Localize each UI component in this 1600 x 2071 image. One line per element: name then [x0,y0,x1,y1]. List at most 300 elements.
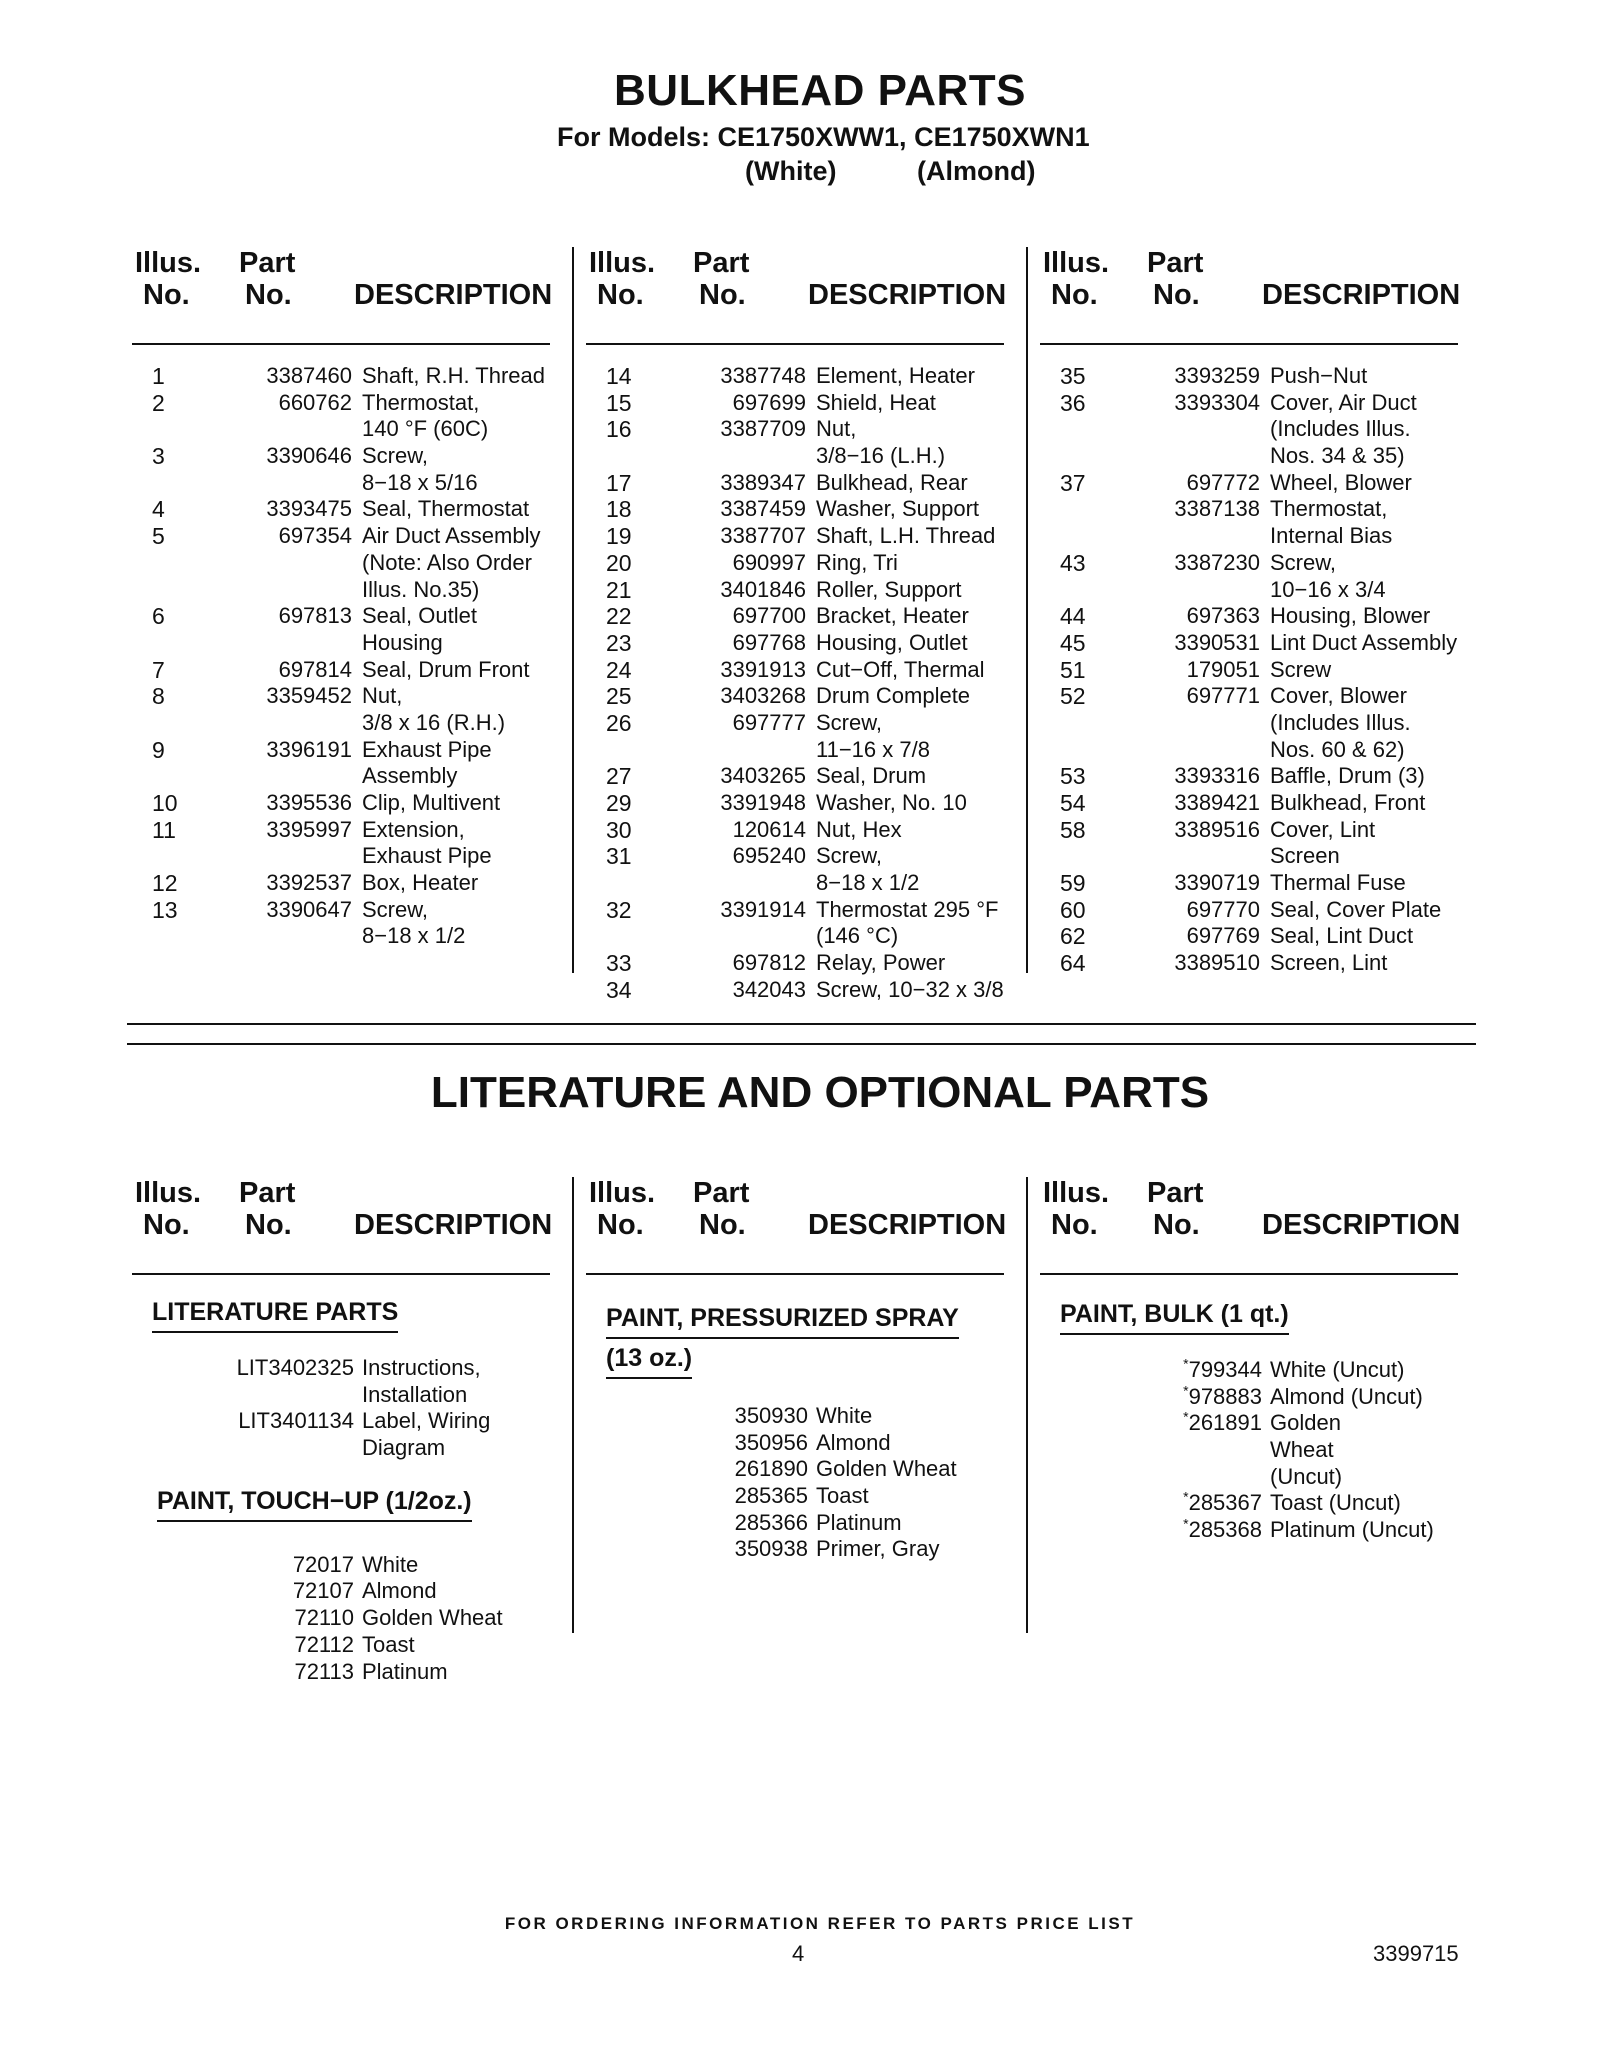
column-divider [572,1177,574,1633]
part-row [132,363,550,390]
part-description: Housing, Outlet [816,629,968,655]
part-description: Screw, [816,709,883,735]
illus-number: 8 [152,683,165,710]
part-description: Bracket, Heater [816,603,969,629]
part-row [132,843,550,870]
illus-header: Illus. [135,247,202,279]
illus-number: 27 [606,763,632,790]
part-description: Golden [1270,1410,1341,1436]
illus-number: 60 [1060,896,1086,923]
part-description: 140 °F (60C) [362,416,489,442]
part-number [1100,1517,1262,1543]
part-number: 342043 [732,976,806,1002]
part-row [1040,657,1458,684]
part-header: No. [245,279,292,311]
literature-column-3 [1040,1177,1461,1544]
part-number: 3387709 [720,416,806,442]
illus-number: 58 [1060,816,1086,843]
part-description: Seal, Drum Front [362,656,530,682]
illus-number: 64 [1060,950,1086,977]
part-row [586,1403,1004,1430]
part-number: 72113 [294,1658,354,1684]
part-number: 695240 [732,843,806,869]
column-header [1040,1177,1461,1275]
part-description: Exhaust Pipe [362,843,492,869]
part-description: Air Duct Assembly [362,523,541,549]
illus-number: 62 [1060,923,1086,950]
illus-header: Illus. [1043,1177,1110,1209]
part-row [586,1510,1004,1537]
part-description: Cover, Lint [1270,816,1376,842]
page-number: 4 [792,1941,805,1966]
illus-number: 34 [606,976,632,1003]
illus-number: 25 [606,683,632,710]
part-number: 3359452 [266,683,352,709]
illus-number: 26 [606,709,632,736]
illus-number: 5 [152,523,165,550]
column-header [586,1177,1007,1275]
section-paint-spray-size: (13 oz.) [606,1341,692,1379]
illus-number: 13 [152,896,178,923]
part-row [1040,1490,1458,1517]
part-number: 72112 [294,1631,354,1657]
illus-header: No. [597,1209,644,1241]
part-description: (Note: Also Order [362,549,532,575]
part-description: Seal, Outlet [362,603,477,629]
part-number: LIT3402325 [236,1355,354,1380]
part-row [1040,550,1458,577]
illus-number: 45 [1060,629,1086,656]
part-number-text: 261891 [1188,1410,1262,1436]
part-header: No. [245,1209,292,1241]
part-row [586,603,1004,630]
part-description: (Includes Illus. [1270,416,1411,442]
part-number: 3387459 [720,496,806,522]
parts-list [1040,1357,1458,1544]
part-number: 3387230 [1174,549,1260,575]
part-row [586,977,1004,1004]
asterisk-mark: * [1183,1382,1189,1399]
part-number: 285365 [734,1483,808,1509]
part-row [132,630,550,657]
part-header: Part [693,1177,750,1209]
part-number: 350930 [734,1403,808,1428]
part-description: Lint Duct Assembly [1270,629,1458,655]
illus-number: 4 [152,496,165,523]
parts-list [586,1403,1004,1563]
part-number: 261890 [734,1456,808,1482]
part-description: Shield, Heat [816,389,936,415]
parts-list [132,363,550,950]
literature-column-1 [132,1177,553,1685]
description-header: DESCRIPTION [808,1209,1007,1241]
part-row [1040,737,1458,764]
part-row [1040,870,1458,897]
part-number: 697699 [732,389,806,415]
part-description: Nut, [816,416,857,442]
part-row [1040,790,1458,817]
part-description: Seal, Drum [816,763,927,789]
part-number-text: 285368 [1188,1517,1262,1543]
part-row [1040,897,1458,924]
part-number: 72017 [292,1551,354,1577]
section-paint-bulk: PAINT, BULK (1 qt.) [1060,1297,1289,1335]
part-description: Housing, Blower [1270,603,1431,629]
part-number-text: 978883 [1188,1383,1262,1409]
section-paint-touch-up: PAINT, TOUCH−UP (1/2oz.) [157,1484,472,1522]
part-row [586,790,1004,817]
part-header: Part [239,247,296,279]
part-number: 3390647 [266,896,352,922]
part-row [586,443,1004,470]
part-row [1040,363,1458,390]
description-header: DESCRIPTION [1262,1209,1461,1241]
part-number: LIT3401134 [238,1408,354,1434]
illus-number: 31 [606,843,632,870]
illus-number: 17 [606,469,632,496]
part-number: 697768 [732,629,806,655]
part-row [132,1605,550,1632]
literature-sections [132,1295,550,1685]
part-number: 3393304 [1174,389,1260,415]
part-number: 660762 [278,389,352,415]
description-header: DESCRIPTION [1262,279,1461,311]
part-description: Platinum (Uncut) [1270,1517,1434,1543]
part-row [586,496,1004,523]
part-description: Nut, Hex [816,816,902,842]
illus-number: 19 [606,523,632,550]
part-row [132,870,550,897]
part-row [586,1430,1004,1457]
part-number-text: 285367 [1188,1490,1262,1516]
part-number: 697812 [732,950,806,976]
description-header: DESCRIPTION [808,279,1007,311]
models-line: For Models: CE1750XWW1, CE1750XWN1 [557,122,1090,152]
part-description: Screen [1270,843,1340,869]
part-description: 8−18 x 1/2 [362,923,466,949]
illus-number: 10 [152,790,178,816]
part-row [1040,1410,1458,1437]
part-description: Seal, Thermostat [362,496,530,522]
illus-number: 59 [1060,870,1086,897]
part-number: 3393316 [1174,763,1260,789]
illus-number: 51 [1060,656,1086,683]
part-number: 697813 [278,603,352,629]
illus-number: 9 [152,736,165,763]
part-row [1040,843,1458,870]
part-number: 3401846 [720,576,806,602]
illus-number: 36 [1060,389,1086,416]
part-row [586,577,1004,604]
part-row [1040,710,1458,737]
asterisk-mark: * [1183,1515,1189,1532]
part-description: 8−18 x 5/16 [362,469,478,495]
part-header: No. [1153,1209,1200,1241]
part-row [132,470,550,497]
part-description: Bulkhead, Rear [816,469,968,495]
part-description: Baffle, Drum (3) [1270,763,1425,789]
part-description: Primer, Gray [816,1536,940,1562]
part-description: Shaft, R.H. Thread [362,363,546,388]
part-number: 3393259 [1174,363,1260,388]
part-number: 3387138 [1174,496,1260,522]
illus-header: No. [1051,1209,1098,1241]
part-number: 3395997 [266,816,352,842]
part-number: 697771 [1186,683,1260,709]
part-description: Clip, Multivent [362,790,501,815]
part-row [586,950,1004,977]
part-description: 10−16 x 3/4 [1270,576,1386,602]
illus-header: No. [597,279,644,311]
part-row [586,470,1004,497]
part-description: Platinum [362,1658,448,1684]
document-number: 3399715 [1373,1941,1459,1966]
illus-number: 15 [606,389,632,416]
part-row [586,657,1004,684]
part-row [132,1659,550,1686]
part-number: 697772 [1186,469,1260,495]
part-description: Golden Wheat [816,1456,957,1482]
part-number: 3387748 [720,363,806,388]
illus-number: 29 [606,790,632,816]
part-number: 350938 [734,1536,808,1562]
illus-number: 37 [1060,469,1086,496]
illus-number: 33 [606,950,632,977]
illus-number: 11 [152,816,176,843]
part-row [586,1483,1004,1510]
part-description: Thermostat, [1270,496,1388,522]
illus-number: 12 [152,870,178,897]
column-divider [1026,247,1028,973]
part-description: Almond (Uncut) [1270,1383,1423,1409]
part-number [1100,1384,1262,1410]
part-row [586,1456,1004,1483]
part-number: 3390646 [266,443,352,469]
column-header [586,247,1007,345]
part-row [132,1435,550,1462]
illus-number: 44 [1060,603,1086,630]
part-description: Box, Heater [362,870,479,896]
asterisk-mark: * [1183,1355,1189,1372]
asterisk-mark: * [1183,1409,1189,1426]
part-row [1040,443,1458,470]
part-row [1040,470,1458,497]
section-literature-parts: LITERATURE PARTS [152,1295,398,1333]
part-number: 3390719 [1174,870,1260,896]
part-number: 3403268 [720,683,806,709]
literature-title: LITERATURE AND OPTIONAL PARTS [430,1068,1210,1117]
part-description: Ring, Tri [816,549,898,575]
part-description: Nos. 34 & 35) [1270,443,1405,469]
part-row [586,550,1004,577]
part-description: Thermal Fuse [1270,870,1406,896]
part-description: 3/8−16 (L.H.) [816,443,946,469]
part-number: 697777 [732,709,806,735]
description-header: DESCRIPTION [354,1209,553,1241]
illus-number: 3 [152,443,165,470]
illus-header: No. [143,1209,190,1241]
part-number: 697769 [1186,923,1260,949]
part-number: 179051 [1186,656,1260,682]
illus-number: 1 [152,363,165,389]
part-number: 72110 [294,1605,354,1631]
illus-number: 7 [152,656,165,683]
part-row [1040,630,1458,657]
illus-header: Illus. [589,1177,656,1209]
illus-header: No. [1051,279,1098,311]
part-description: Shaft, L.H. Thread [816,523,996,549]
part-row [586,923,1004,950]
illus-number: 6 [152,603,165,630]
part-description: Installation [362,1381,468,1407]
part-header: No. [1153,279,1200,311]
column-header [132,247,553,345]
part-row [1040,1464,1458,1491]
part-row [586,390,1004,417]
part-row [132,1632,550,1659]
part-row [132,577,550,604]
bulkhead-column-1 [132,247,553,950]
part-row [1040,817,1458,844]
illus-number: 54 [1060,790,1086,816]
part-row [1040,603,1458,630]
part-row [132,763,550,790]
illus-number: 14 [606,363,632,389]
part-description: Element, Heater [816,363,975,388]
part-description: Cover, Blower [1270,683,1407,709]
part-row [132,1408,550,1435]
part-description: 11−16 x 7/8 [816,736,930,762]
part-row [586,870,1004,897]
part-description: Bulkhead, Front [1270,790,1426,815]
illus-header: Illus. [135,1177,202,1209]
part-header: No. [699,1209,746,1241]
parts-list [1040,363,1458,977]
part-number: 3390531 [1174,629,1260,655]
part-number: 690997 [732,549,806,575]
part-row [1040,390,1458,417]
illus-number: 53 [1060,763,1086,790]
part-row [1040,1384,1458,1411]
part-number: 697770 [1186,896,1260,922]
part-description: Assembly [362,763,458,789]
literature-sections [586,1301,1004,1563]
part-row [1040,1357,1458,1384]
part-row [132,416,550,443]
part-number: 120614 [732,816,806,842]
part-description: Almond [362,1578,437,1604]
part-row [586,1536,1004,1563]
part-row [586,843,1004,870]
part-row [1040,416,1458,443]
part-description: Almond [816,1429,891,1455]
part-row [132,790,550,817]
part-description: Toast [362,1631,415,1657]
part-description: (Includes Illus. [1270,709,1411,735]
part-description: Thermostat, [362,389,480,415]
part-description: 3/8 x 16 (R.H.) [362,709,506,735]
part-description: Wheat [1270,1437,1334,1463]
part-row [132,897,550,924]
column-divider [572,247,574,973]
literature-column-2 [586,1177,1007,1563]
illus-number: 32 [606,896,632,923]
literature-sections [1040,1297,1458,1544]
part-row [586,363,1004,390]
part-description: Screw, 10−32 x 3/8 [816,976,1004,1002]
bulkhead-column-2 [586,247,1007,1004]
part-number: 697363 [1186,603,1260,629]
section-rule [127,1043,1476,1045]
part-description: Diagram [362,1435,446,1461]
part-description: Wheel, Blower [1270,469,1412,495]
part-row [1040,683,1458,710]
part-row [586,763,1004,790]
illus-number: 43 [1060,549,1086,576]
part-description: White [816,1403,873,1428]
part-description: Screw, [362,896,429,922]
part-row [1040,1517,1458,1544]
part-description: Illus. No.35) [362,576,480,602]
part-row [586,683,1004,710]
part-row [1040,577,1458,604]
part-description: Housing [362,629,443,655]
part-description: (Uncut) [1270,1463,1343,1489]
part-row [132,550,550,577]
part-description: Toast (Uncut) [1270,1490,1401,1516]
part-description: Washer, Support [816,496,980,522]
part-number: 3395536 [266,790,352,815]
part-number: 3391913 [720,656,806,682]
part-number: 285366 [734,1509,808,1535]
illus-number: 21 [606,576,632,603]
part-description: Screen, Lint [1270,950,1388,976]
part-description: Label, Wiring [362,1408,491,1434]
part-row [132,603,550,630]
part-description: 8−18 x 1/2 [816,870,920,896]
illus-header: No. [143,279,190,311]
part-description: Push−Nut [1270,363,1368,388]
part-description: Screw, [816,843,883,869]
part-description: Thermostat 295 °F [816,896,999,922]
part-description: Roller, Support [816,576,962,602]
illus-number: 20 [606,549,632,576]
part-header: Part [1147,1177,1204,1209]
part-number: 3391948 [720,790,806,815]
part-description: Cut−Off, Thermal [816,656,985,682]
part-number [1100,1490,1262,1516]
part-row [1040,923,1458,950]
part-number: 3391914 [720,896,806,922]
part-description: Exhaust Pipe [362,736,492,762]
asterisk-mark: * [1183,1489,1189,1506]
part-row [132,923,550,950]
part-number: 3396191 [266,736,352,762]
part-row [132,657,550,684]
part-row [132,737,550,764]
illus-number: 24 [606,656,632,683]
part-description: White [362,1551,419,1577]
part-row [1040,1437,1458,1464]
part-description: Seal, Lint Duct [1270,923,1414,949]
part-description: Washer, No. 10 [816,790,967,815]
part-description: Seal, Cover Plate [1270,896,1442,922]
part-number [1100,1357,1262,1383]
part-description: Toast [816,1483,869,1509]
part-row [1040,763,1458,790]
parts-list [132,1552,550,1685]
bulkhead-title: BULKHEAD PARTS [614,66,1026,115]
